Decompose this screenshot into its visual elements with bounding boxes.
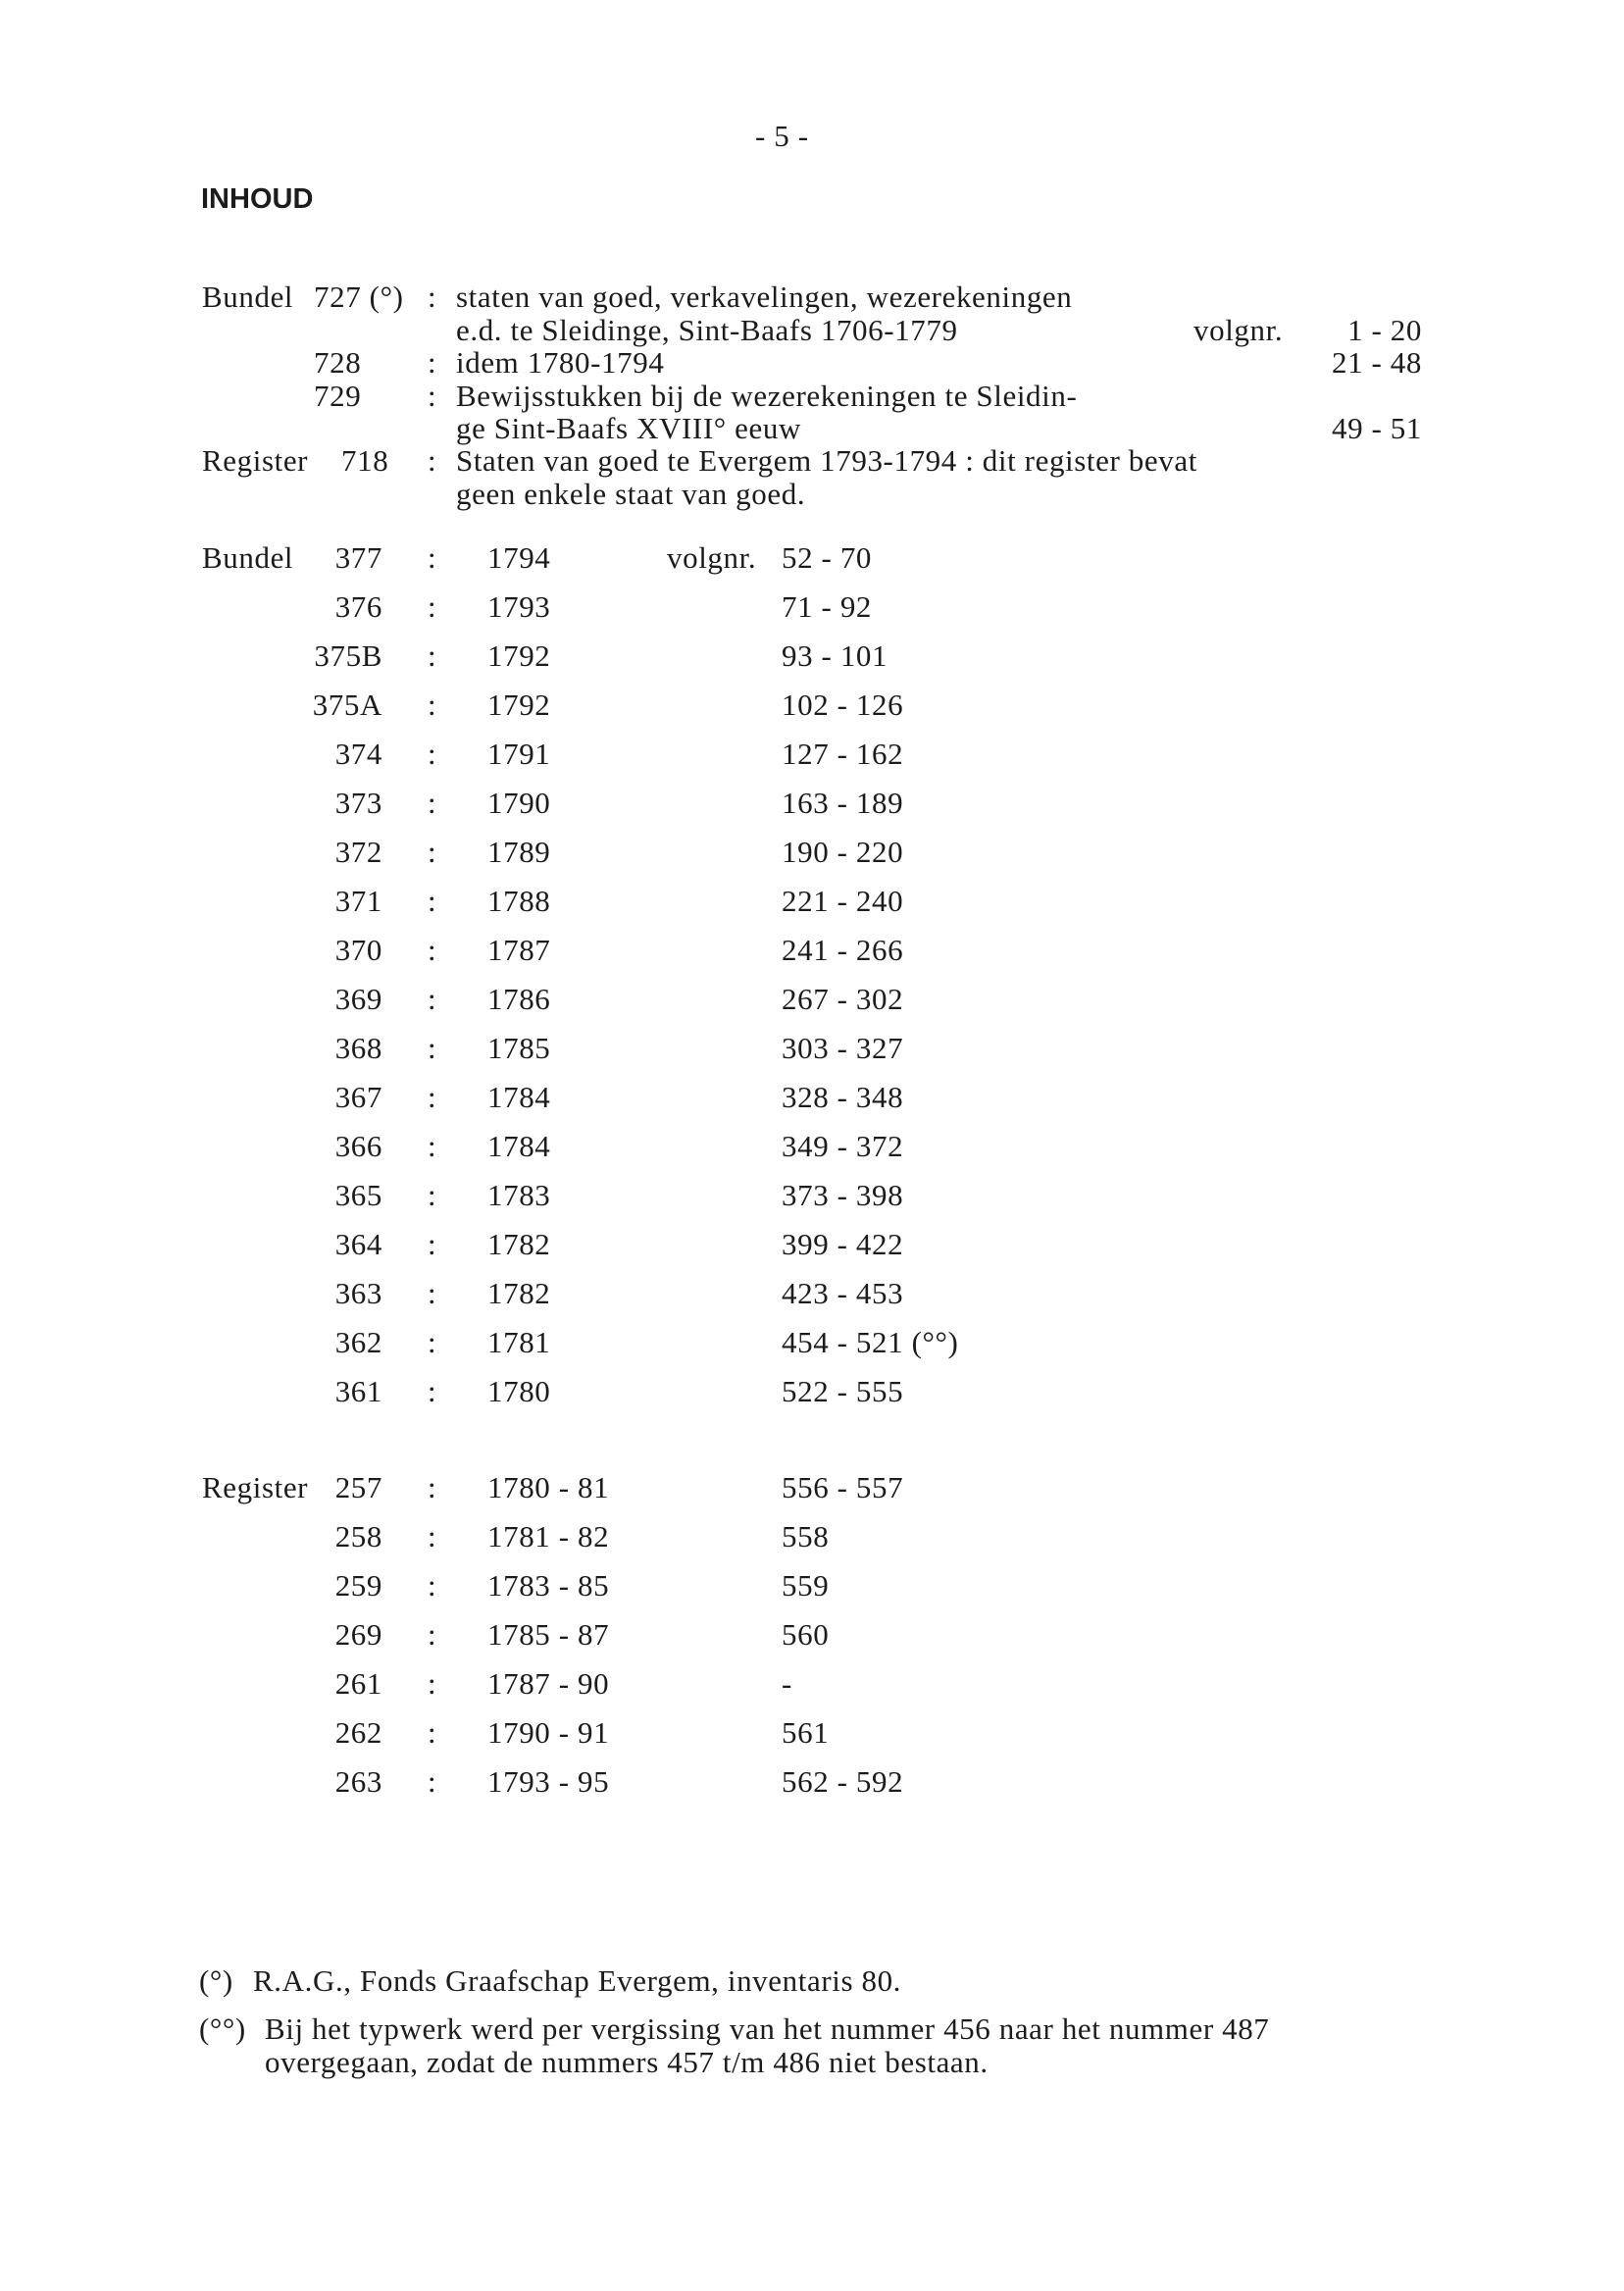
register-years: 1787 - 90 (487, 1666, 610, 1701)
bundel-year: 1783 (487, 1178, 551, 1212)
row-separator: : (428, 982, 437, 1016)
bundel-year: 1794 (487, 540, 551, 575)
register-number: 263 (334, 1764, 382, 1799)
overview-kind: Register (202, 443, 309, 478)
row-separator: : (428, 1666, 437, 1701)
bundel-year: 1791 (487, 737, 551, 771)
row-separator: : (428, 1715, 437, 1750)
register-range: - (782, 1666, 792, 1701)
footnote-text-line: Bij het typwerk werd per vergissing van het nummer 456 naar het nummer 487 (265, 2011, 1270, 2046)
bundel-number: 366 (334, 1129, 382, 1163)
row-separator: : (428, 687, 437, 722)
bundel-number: 376 (334, 589, 382, 624)
bundel-number: 368 (334, 1031, 382, 1065)
bundel-range: 71 - 92 (782, 589, 873, 624)
bundel-year: 1780 (487, 1374, 551, 1408)
bundel-number: 371 (334, 884, 382, 918)
bundel-year: 1781 (487, 1325, 551, 1359)
register-range: 561 (782, 1715, 830, 1750)
row-separator: : (428, 1617, 437, 1652)
overview-range: 49 - 51 (1331, 411, 1422, 445)
bundel-year: 1786 (487, 982, 551, 1016)
bundel-year: 1792 (487, 638, 551, 673)
register-range: 560 (782, 1617, 830, 1652)
register-years: 1781 - 82 (487, 1519, 610, 1553)
overview-number: 718 (341, 443, 389, 478)
row-separator: : (428, 1325, 437, 1359)
row-separator: : (428, 1374, 437, 1408)
row-separator: : (428, 786, 437, 820)
bundel-year: 1782 (487, 1276, 551, 1310)
bundel-number: 372 (334, 835, 382, 869)
bundel-range: 93 - 101 (782, 638, 888, 673)
bundel-range: 349 - 372 (782, 1129, 904, 1163)
register-range: 558 (782, 1519, 830, 1553)
row-separator: : (428, 737, 437, 771)
footnote-mark: (°°) (199, 2011, 246, 2046)
row-separator: : (428, 1470, 437, 1504)
row-separator: : (428, 589, 437, 624)
bundel-number: 363 (334, 1276, 382, 1310)
register-number: 262 (334, 1715, 382, 1750)
bundel-range: 423 - 453 (782, 1276, 904, 1310)
row-separator: : (428, 638, 437, 673)
overview-range: 1 - 20 (1347, 313, 1422, 347)
bundel-number: 369 (334, 982, 382, 1016)
bundel-range: 328 - 348 (782, 1080, 904, 1114)
row-separator: : (428, 1519, 437, 1553)
row-separator: : (428, 1129, 437, 1163)
register-number: 259 (334, 1568, 382, 1603)
bundel-label: Bundel (202, 540, 294, 575)
bundel-range: 127 - 162 (782, 737, 904, 771)
bundel-range: 454 - 521 (°°) (782, 1325, 959, 1359)
register-range: 562 - 592 (782, 1764, 904, 1799)
overview-range: 21 - 48 (1331, 345, 1422, 380)
bundel-range: 303 - 327 (782, 1031, 904, 1065)
bundel-range: 221 - 240 (782, 884, 904, 918)
volgnr-label: volgnr. (667, 540, 757, 575)
register-years: 1783 - 85 (487, 1568, 610, 1603)
register-number: 261 (334, 1666, 382, 1701)
bundel-year: 1789 (487, 835, 551, 869)
overview-number: 729 (314, 379, 362, 413)
overview-text-line: geen enkele staat van goed. (456, 477, 806, 511)
footnote-text-line: overgegaan, zodat de nummers 457 t/m 486 niet bestaan. (265, 2045, 989, 2079)
bundel-number: 375B (314, 638, 382, 673)
row-separator: : (428, 540, 437, 575)
register-number: 257 (334, 1470, 382, 1504)
overview-separator: : (428, 443, 437, 478)
overview-separator: : (428, 379, 437, 413)
bundel-year: 1782 (487, 1227, 551, 1261)
bundel-number: 361 (334, 1374, 382, 1408)
bundel-range: 267 - 302 (782, 982, 904, 1016)
overview-text-line: staten van goed, verkavelingen, wezerekeningen (456, 280, 1073, 314)
bundel-number: 362 (334, 1325, 382, 1359)
bundel-year: 1788 (487, 884, 551, 918)
bundel-year: 1784 (487, 1080, 551, 1114)
register-years: 1793 - 95 (487, 1764, 610, 1799)
bundel-number: 370 (334, 933, 382, 967)
overview-text-line: ge Sint-Baafs XVIII° eeuw (456, 411, 801, 445)
bundel-year: 1790 (487, 786, 551, 820)
bundel-year: 1787 (487, 933, 551, 967)
bundel-number: 374 (334, 737, 382, 771)
row-separator: : (428, 835, 437, 869)
page-title: INHOUD (201, 183, 314, 215)
row-separator: : (428, 1764, 437, 1799)
overview-volgnr-label: volgnr. (1193, 313, 1284, 347)
bundel-number: 375A (312, 687, 382, 722)
bundel-range: 399 - 422 (782, 1227, 904, 1261)
row-separator: : (428, 933, 437, 967)
row-separator: : (428, 884, 437, 918)
overview-text-line: Bewijsstukken bij de wezerekeningen te Sleidin- (456, 379, 1078, 413)
bundel-number: 377 (334, 540, 382, 575)
row-separator: : (428, 1227, 437, 1261)
register-years: 1790 - 91 (487, 1715, 610, 1750)
bundel-number: 373 (334, 786, 382, 820)
bundel-number: 364 (334, 1227, 382, 1261)
register-range: 559 (782, 1568, 830, 1603)
overview-number: 727 (°) (314, 280, 404, 314)
bundel-year: 1792 (487, 687, 551, 722)
bundel-range: 241 - 266 (782, 933, 904, 967)
overview-text-line: idem 1780-1794 (456, 345, 665, 380)
row-separator: : (428, 1031, 437, 1065)
row-separator: : (428, 1276, 437, 1310)
footnote-text-line: R.A.G., Fonds Graafschap Evergem, inventaris 80. (253, 1963, 902, 1998)
overview-text-line: e.d. te Sleidinge, Sint-Baafs 1706-1779 (456, 313, 958, 347)
bundel-range: 522 - 555 (782, 1374, 904, 1408)
row-separator: : (428, 1080, 437, 1114)
overview-text-line: Staten van goed te Evergem 1793-1794 : dit register bevat (456, 443, 1197, 478)
page-number: - 5 - (755, 119, 809, 153)
bundel-range: 190 - 220 (782, 835, 904, 869)
register-years: 1780 - 81 (487, 1470, 610, 1504)
overview-kind: Bundel (202, 280, 294, 314)
overview-separator: : (428, 345, 437, 380)
bundel-number: 367 (334, 1080, 382, 1114)
register-label: Register (202, 1470, 309, 1504)
bundel-year: 1785 (487, 1031, 551, 1065)
register-number: 258 (334, 1519, 382, 1553)
register-years: 1785 - 87 (487, 1617, 610, 1652)
bundel-range: 102 - 126 (782, 687, 904, 722)
row-separator: : (428, 1568, 437, 1603)
bundel-range: 373 - 398 (782, 1178, 904, 1212)
row-separator: : (428, 1178, 437, 1212)
overview-separator: : (428, 280, 437, 314)
bundel-number: 365 (334, 1178, 382, 1212)
overview-number: 728 (314, 345, 362, 380)
bundel-year: 1784 (487, 1129, 551, 1163)
bundel-range: 163 - 189 (782, 786, 904, 820)
footnote-mark: (°) (199, 1963, 233, 1998)
register-number: 269 (334, 1617, 382, 1652)
bundel-range: 52 - 70 (782, 540, 873, 575)
register-range: 556 - 557 (782, 1470, 904, 1504)
bundel-year: 1793 (487, 589, 551, 624)
